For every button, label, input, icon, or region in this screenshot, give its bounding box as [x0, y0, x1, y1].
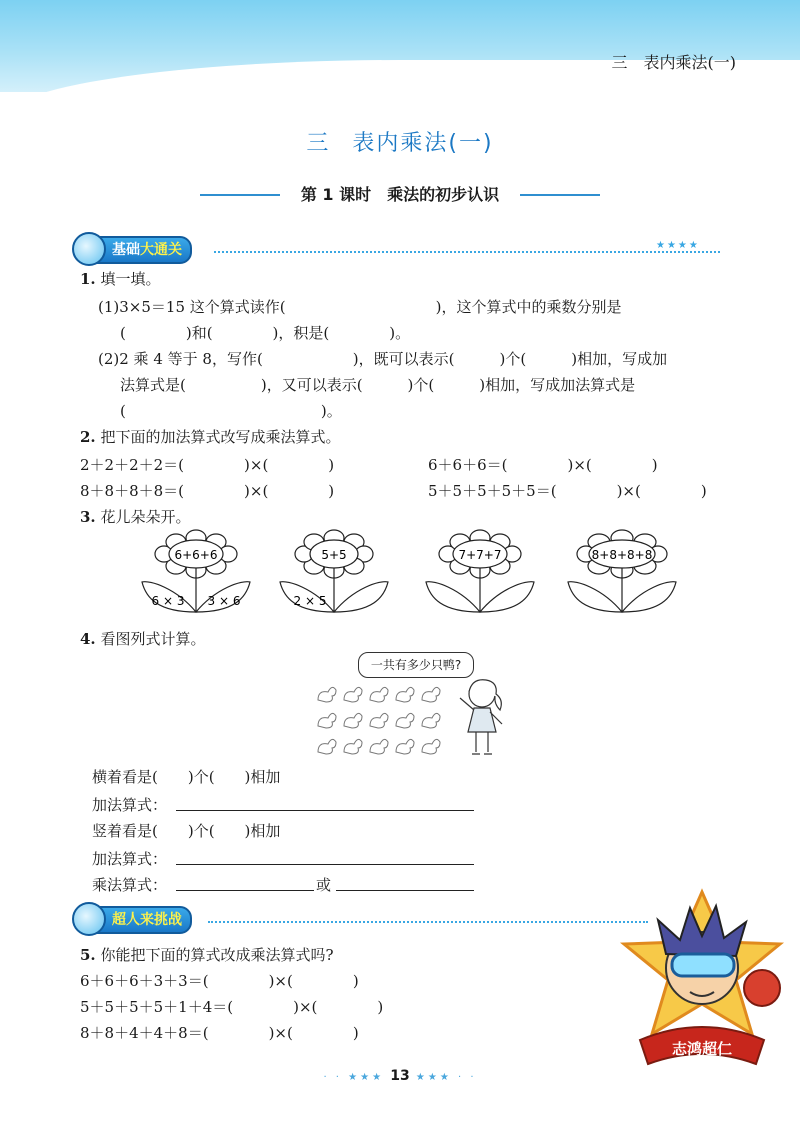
q1-line-2: ( )和( )，积是( )。 — [120, 324, 411, 342]
page-stars-right-icon: ★★★ · · — [409, 1072, 477, 1083]
q4-or: 或 — [316, 876, 332, 894]
ducks-grid-illustration — [312, 680, 442, 760]
section-stars-icon: ★★★★ — [656, 240, 700, 251]
section-divider — [208, 921, 648, 923]
q1-line-5: ( )。 — [120, 402, 342, 420]
duck-row-3 — [318, 739, 440, 754]
mascot-name: 志鸿超仁 — [671, 1040, 733, 1058]
mascot-illustration — [612, 884, 792, 1074]
question-3-title — [80, 506, 190, 528]
question-1-text: 填一填。 — [100, 270, 161, 288]
answer-line — [176, 890, 314, 891]
duck-row-2 — [318, 713, 440, 728]
duck-row-1 — [318, 687, 440, 702]
q2-item: 8＋8＋8＋8＝( )×( ) — [80, 482, 335, 500]
question-5-title — [80, 944, 334, 966]
q2-item: 6＋6＋6＝( )×( ) — [428, 456, 658, 474]
q4-add-label-1: 加法算式： — [92, 796, 168, 814]
q4-row-vertical: 竖着看是( )个( )相加 — [92, 822, 281, 840]
lesson-title: 第 1 课时 乘法的初步认识 — [300, 185, 500, 204]
chapter-name: 表内乘法(一) — [352, 131, 494, 156]
answer-line — [176, 864, 474, 865]
page-stars-left-icon: · · ★★★ — [323, 1072, 391, 1083]
flower-4-center: 8+8+8+8 — [591, 548, 653, 562]
question-2-text: 把下面的加法算式改写成乘法算式。 — [100, 428, 341, 446]
question-2-number: 2. — [80, 428, 96, 446]
flower-2 — [280, 530, 388, 612]
q2-item: 5＋5＋5＋5＋5＝( )×( ) — [428, 482, 707, 500]
flower-4 — [568, 530, 676, 612]
flower-1 — [142, 530, 250, 612]
chapter-title — [0, 126, 800, 157]
chapter-number: 三 — [306, 131, 331, 156]
question-4-text: 看图列式计算。 — [100, 630, 206, 648]
flower-1-left-leaf: 6 × 3 — [151, 594, 185, 608]
girl-illustration — [452, 676, 516, 760]
q2-item: 2＋2＋2＋2＝( )×( ) — [80, 456, 335, 474]
flower-3-center: 7+7+7 — [458, 548, 502, 562]
q4-add-label-2: 加法算式： — [92, 850, 168, 868]
star-badge-icon — [72, 232, 106, 266]
section-basic-part2: 大通关 — [140, 242, 182, 258]
rocket-badge-icon — [72, 902, 106, 936]
question-4-number: 4. — [80, 630, 96, 648]
answer-line — [336, 890, 474, 891]
section-basic-part1: 基础 — [112, 242, 140, 258]
q1-line-1: (1)3×5＝15 这个算式读作( )，这个算式中的乘数分别是 — [98, 298, 622, 316]
q5-item: 5＋5＋5＋5＋1＋4＝( )×( ) — [80, 998, 384, 1016]
q1-line-4: 法算式是( )，又可以表示( )个( )相加，写成加法算式是 — [120, 376, 636, 394]
running-header: 三 表内乘法(一) — [611, 53, 736, 72]
q5-item: 8＋8＋4＋4＋8＝( )×( ) — [80, 1024, 359, 1042]
flower-1-center: 6+6+6 — [174, 548, 218, 562]
q4-row-horizontal: 横着看是( )个( )相加 — [92, 768, 281, 786]
question-5-number: 5. — [80, 946, 96, 964]
question-3-text: 花儿朵朵开。 — [100, 508, 191, 526]
q1-line-3: (2)2 乘 4 等于 8，写作( )，既可以表示( )个( )相加，写成加 — [98, 350, 668, 368]
question-4-title — [80, 628, 205, 650]
flowers-figure — [0, 528, 800, 628]
page-number-text: 13 — [390, 1068, 410, 1084]
question-3-number: 3. — [80, 508, 96, 526]
q4-mult-label: 乘法算式： — [92, 876, 168, 894]
question-2-title — [80, 426, 340, 448]
question-1-number: 1. — [80, 270, 96, 288]
q5-item: 6＋6＋6＋3＋3＝( )×( ) — [80, 972, 359, 990]
question-1-title — [80, 268, 160, 290]
flower-1-right-leaf: 3 × 6 — [207, 594, 241, 608]
question-5-text: 你能把下面的算式改成乘法算式吗? — [100, 946, 334, 964]
flower-2-center: 5+5 — [321, 548, 347, 562]
section-challenge-text: 超人来挑战 — [112, 912, 182, 928]
flower-2-left-leaf: 2 × 5 — [293, 594, 327, 608]
page-number — [0, 1068, 800, 1084]
answer-line — [176, 810, 474, 811]
speech-bubble: 一共有多少只鸭? — [358, 652, 474, 678]
flower-3 — [426, 530, 534, 612]
section-divider — [214, 251, 720, 253]
